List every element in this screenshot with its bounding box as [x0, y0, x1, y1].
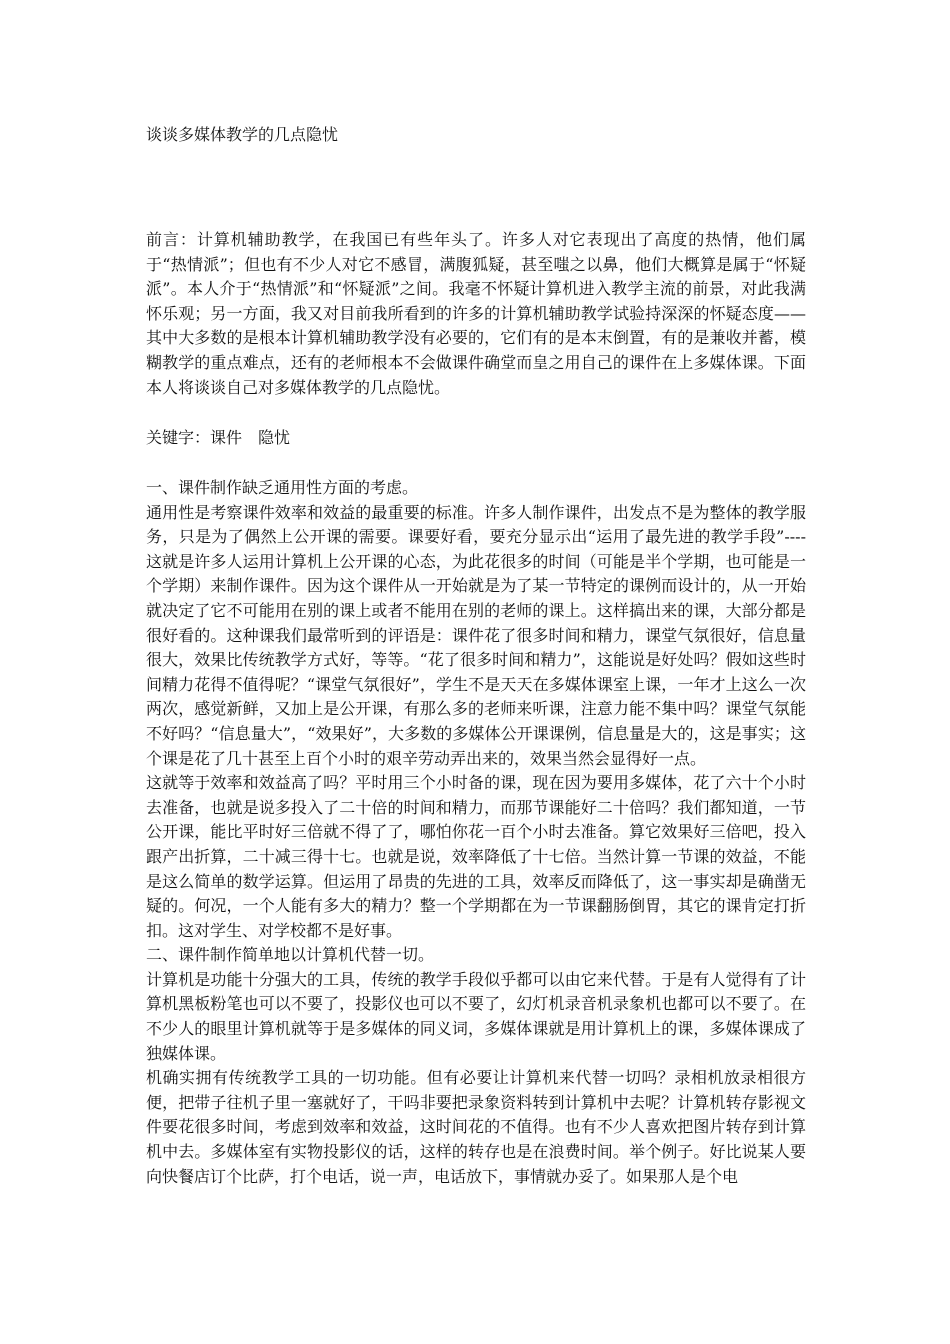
article-body	[146, 476, 806, 1189]
section-1-heading: 一、课件制作缺乏通用性方面的考虑。	[146, 478, 419, 497]
section-2-heading: 二、课件制作简单地以计算机代替一切。	[146, 945, 435, 965]
document-title: 谈谈多媒体教学的几点隐忧	[146, 125, 339, 144]
keywords-line: 关键字：课件 隐忧	[146, 428, 291, 447]
preface-paragraph: 前言：计算机辅助教学，在我国已有些年头了。许多人对它表现出了高度的热情，他们属于“热情派”；但也有不少人对它不感冒，满腹狐疑，甚至嗤之以鼻，他们大概算是属于“怀疑派”。本人介于“热情派”和“怀疑派”之间。我毫不怀疑计算机进入教学主流的前景，对此我满怀乐观；另一方面，我又对目前我所看到的许多的计算机辅助教学试验持深深的怀疑态度——其中大多数的是根本计算机辅助教学没有必要的，它们有的是本末倒置，有的是兼收并蓄，模糊教学的重点难点，还有的老师根本不会做课件确堂而皇之用自己的课件在上多媒体课。下面本人将谈谈自己对多媒体教学的几点隐忧。	[146, 230, 806, 397]
section-2-paragraph-1: 计算机是功能十分强大的工具，传统的教学手段似乎都可以由它来代替。于是有人觉得有了计算机黑板粉笔也可以不要了，投影仪也可以不要了，幻灯机录音机录象机也都可以不要了。在不少人的眼里计算机就等于是多媒体的同义词，多媒体课就是用计算机上的课，多媒体课成了独媒体课。	[146, 969, 806, 1063]
section-2-paragraph-2: 机确实拥有传统教学工具的一切功能。但有必要让计算机来代替一切吗？录相机放录相很方便，把带子往机子里一塞就好了，干吗非要把录象资料转到计算机中去呢？计算机转存影视文件要花很多时间，考虑到效率和效益，这时间花的不值得。也有不少人喜欢把图片转存到计算机中去。多媒体室有实物投影仪的话，这样的转存也是在浪费时间。举个例子。好比说某人要向快餐店订个比萨，打个电话，说一声，电话放下，事情就办妥了。如果那人是个电	[146, 1068, 806, 1186]
section-1-paragraph-1: 通用性是考察课件效率和效益的最重要的标准。许多人制作课件，出发点不是为整体的教学服务，只是为了偶然上公开课的需要。课要好看，要充分显示出“运用了最先进的教学手段”----这就是许多人运用计算机上公开课的心态，为此花很多的时间（可能是半个学期，也可能是一个学期）来制作课件。因为这个课件从一开始就是为了某一节特定的课例而设计的，从一开始就决定了它不可能用在别的课上或者不能用在别的老师的课上。这样搞出来的课，大部分都是很好看的。这种课我们最常听到的评语是：课件花了很多时间和精力，课堂气氛很好，信息量很大，效果比传统教学方式好，等等。“花了很多时间和精力”，这能说是好处吗？假如这些时间精力花得不值得呢？“课堂气氛很好”，学生不是天天在多媒体课室上课，一年才上这么一次两次，感觉新鲜，又加上是公开课，有那么多的老师来听课，注意力能不集中吗？课堂气氛能不好吗？“信息量大”，“效果好”，大多数的多媒体公开课课例，信息量是大的，这是事实；这个课是花了几十甚至上百个小时的艰辛劳动弄出来的，效果当然会显得好一点。	[146, 502, 806, 768]
section-1-paragraph-2: 这就等于效率和效益高了吗？平时用三个小时备的课，现在因为要用多媒体，花了六十个小时去准备，也就是说多投入了二十倍的时间和精力，而那节课能好二十倍吗？我们都知道，一节公开课，能比平时好三倍就不得了了，哪怕你花一百个小时去准备。算它效果好三倍吧，投入跟产出折算，二十减三得十七。也就是说，效率降低了十七倍。当然计算一节课的效益，不能是这么简单的数学运算。但运用了昂贵的先进的工具，效率反而降低了，这一事实却是确凿无疑的。何况，一个人能有多大的精力？整一个学期都在为一节课翻肠倒胃，其它的课肯定打折扣。这对学生、对学校都不是好事。	[146, 773, 806, 940]
